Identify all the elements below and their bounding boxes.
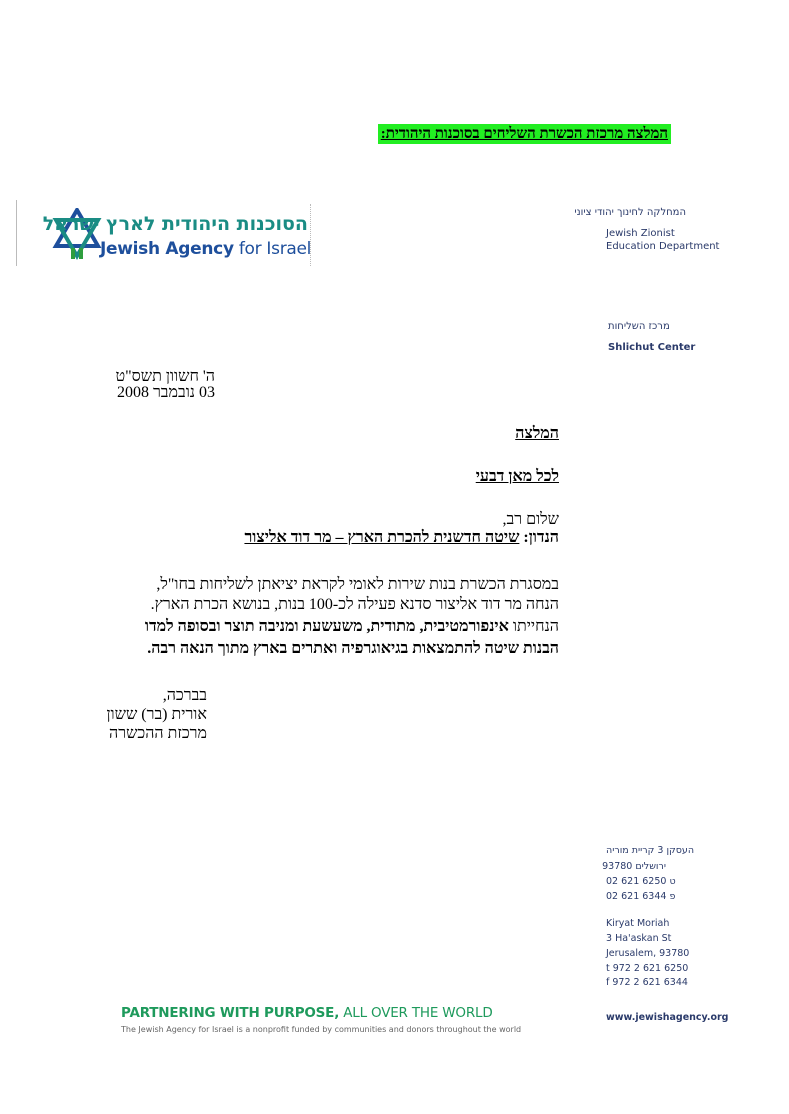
- footer-note: The Jewish Agency for Israel is a nonprofit funded by communities and donors throughout the world: [121, 1025, 522, 1034]
- logo-english-text: [100, 239, 311, 259]
- footer-slogan: [121, 1005, 493, 1021]
- logo-divider-left: [16, 200, 17, 266]
- address-english-line2: 3 Ha'askan St: [606, 933, 672, 944]
- page-heading: המלצה מרכזת הכשרת השליחים בסוכנות היהודית:: [378, 124, 671, 144]
- website-link[interactable]: www.jewishagency.org: [606, 1012, 729, 1023]
- signer-name: אורית (בר) ששון: [106, 706, 207, 723]
- logo-english-bold: Jewish Agency: [100, 239, 234, 259]
- letter-closing: בברכה,: [162, 687, 207, 704]
- address-hebrew-city: ירושלים 93780: [602, 861, 666, 872]
- paragraph-line-3: [145, 618, 559, 636]
- logo-english-rest: for Israel: [233, 239, 312, 259]
- subject-text: שיטה חדשנית להכרת הארץ – מר דוד אליצור: [244, 529, 520, 546]
- hebrew-date: ה' חשוון תשס"ט: [115, 368, 215, 385]
- department-english-line1: Jewish Zionist: [606, 228, 675, 239]
- paragraph-line-3-plain: הנחייתו: [508, 618, 559, 635]
- address-hebrew-phone: 02 621 6250 ט: [606, 876, 676, 887]
- center-hebrew: מרכז השליחות: [608, 321, 670, 332]
- signer-role: מרכזת ההכשרה: [109, 725, 207, 742]
- letter-subject: [244, 529, 559, 547]
- letter-title: המלצה: [515, 425, 559, 442]
- address-english-fax: f 972 2 621 6344: [606, 977, 688, 988]
- letter-recipient: לכל מאן דבעי: [475, 468, 559, 485]
- center-english: Shlichut Center: [608, 342, 696, 353]
- address-english-phone: t 972 2 621 6250: [606, 963, 689, 974]
- logo-hebrew-text: הסוכנות היהודית לארץ ישראל: [42, 213, 308, 235]
- address-hebrew-street: העסקן 3 קריית מוריה: [606, 845, 695, 856]
- address-english-line3: Jerusalem, 93780: [606, 948, 690, 959]
- footer-slogan-rest: ALL OVER THE WORLD: [339, 1005, 493, 1021]
- address-hebrew-fax: 02 621 6344 פ: [606, 891, 676, 902]
- footer-slogan-bold: PARTNERING WITH PURPOSE,: [121, 1005, 340, 1021]
- paragraph-line-1: במסגרת הכשרת בנות שירות לאומי לקראת יציאתן לשליחות בחו"ל,: [156, 576, 559, 593]
- subject-label: הנדון:: [519, 529, 559, 546]
- address-english-line1: Kiryat Moriah: [606, 918, 670, 929]
- letter-greeting: שלום רב,: [502, 511, 559, 528]
- paragraph-line-3-bold: אינפורמטיבית, מתודית, משעשעת ומניבה תוצר ובסופה למדו: [144, 618, 509, 635]
- department-english-line2: Education Department: [606, 241, 720, 252]
- department-hebrew: המחלקה לחינוך יהודי ציוני: [574, 207, 686, 218]
- paragraph-line-4: הבנות שיטה להתמצאות בגיאוגרפיה ואתרים בארץ מתוך הנאה רבה.: [147, 640, 559, 657]
- gregorian-date: 03 נובמבר 2008: [116, 384, 215, 401]
- paragraph-line-2: הנחה מר דוד אליצור סדנא פעילה לכ-100 בנות, בנושא הכרת הארץ.: [150, 596, 559, 613]
